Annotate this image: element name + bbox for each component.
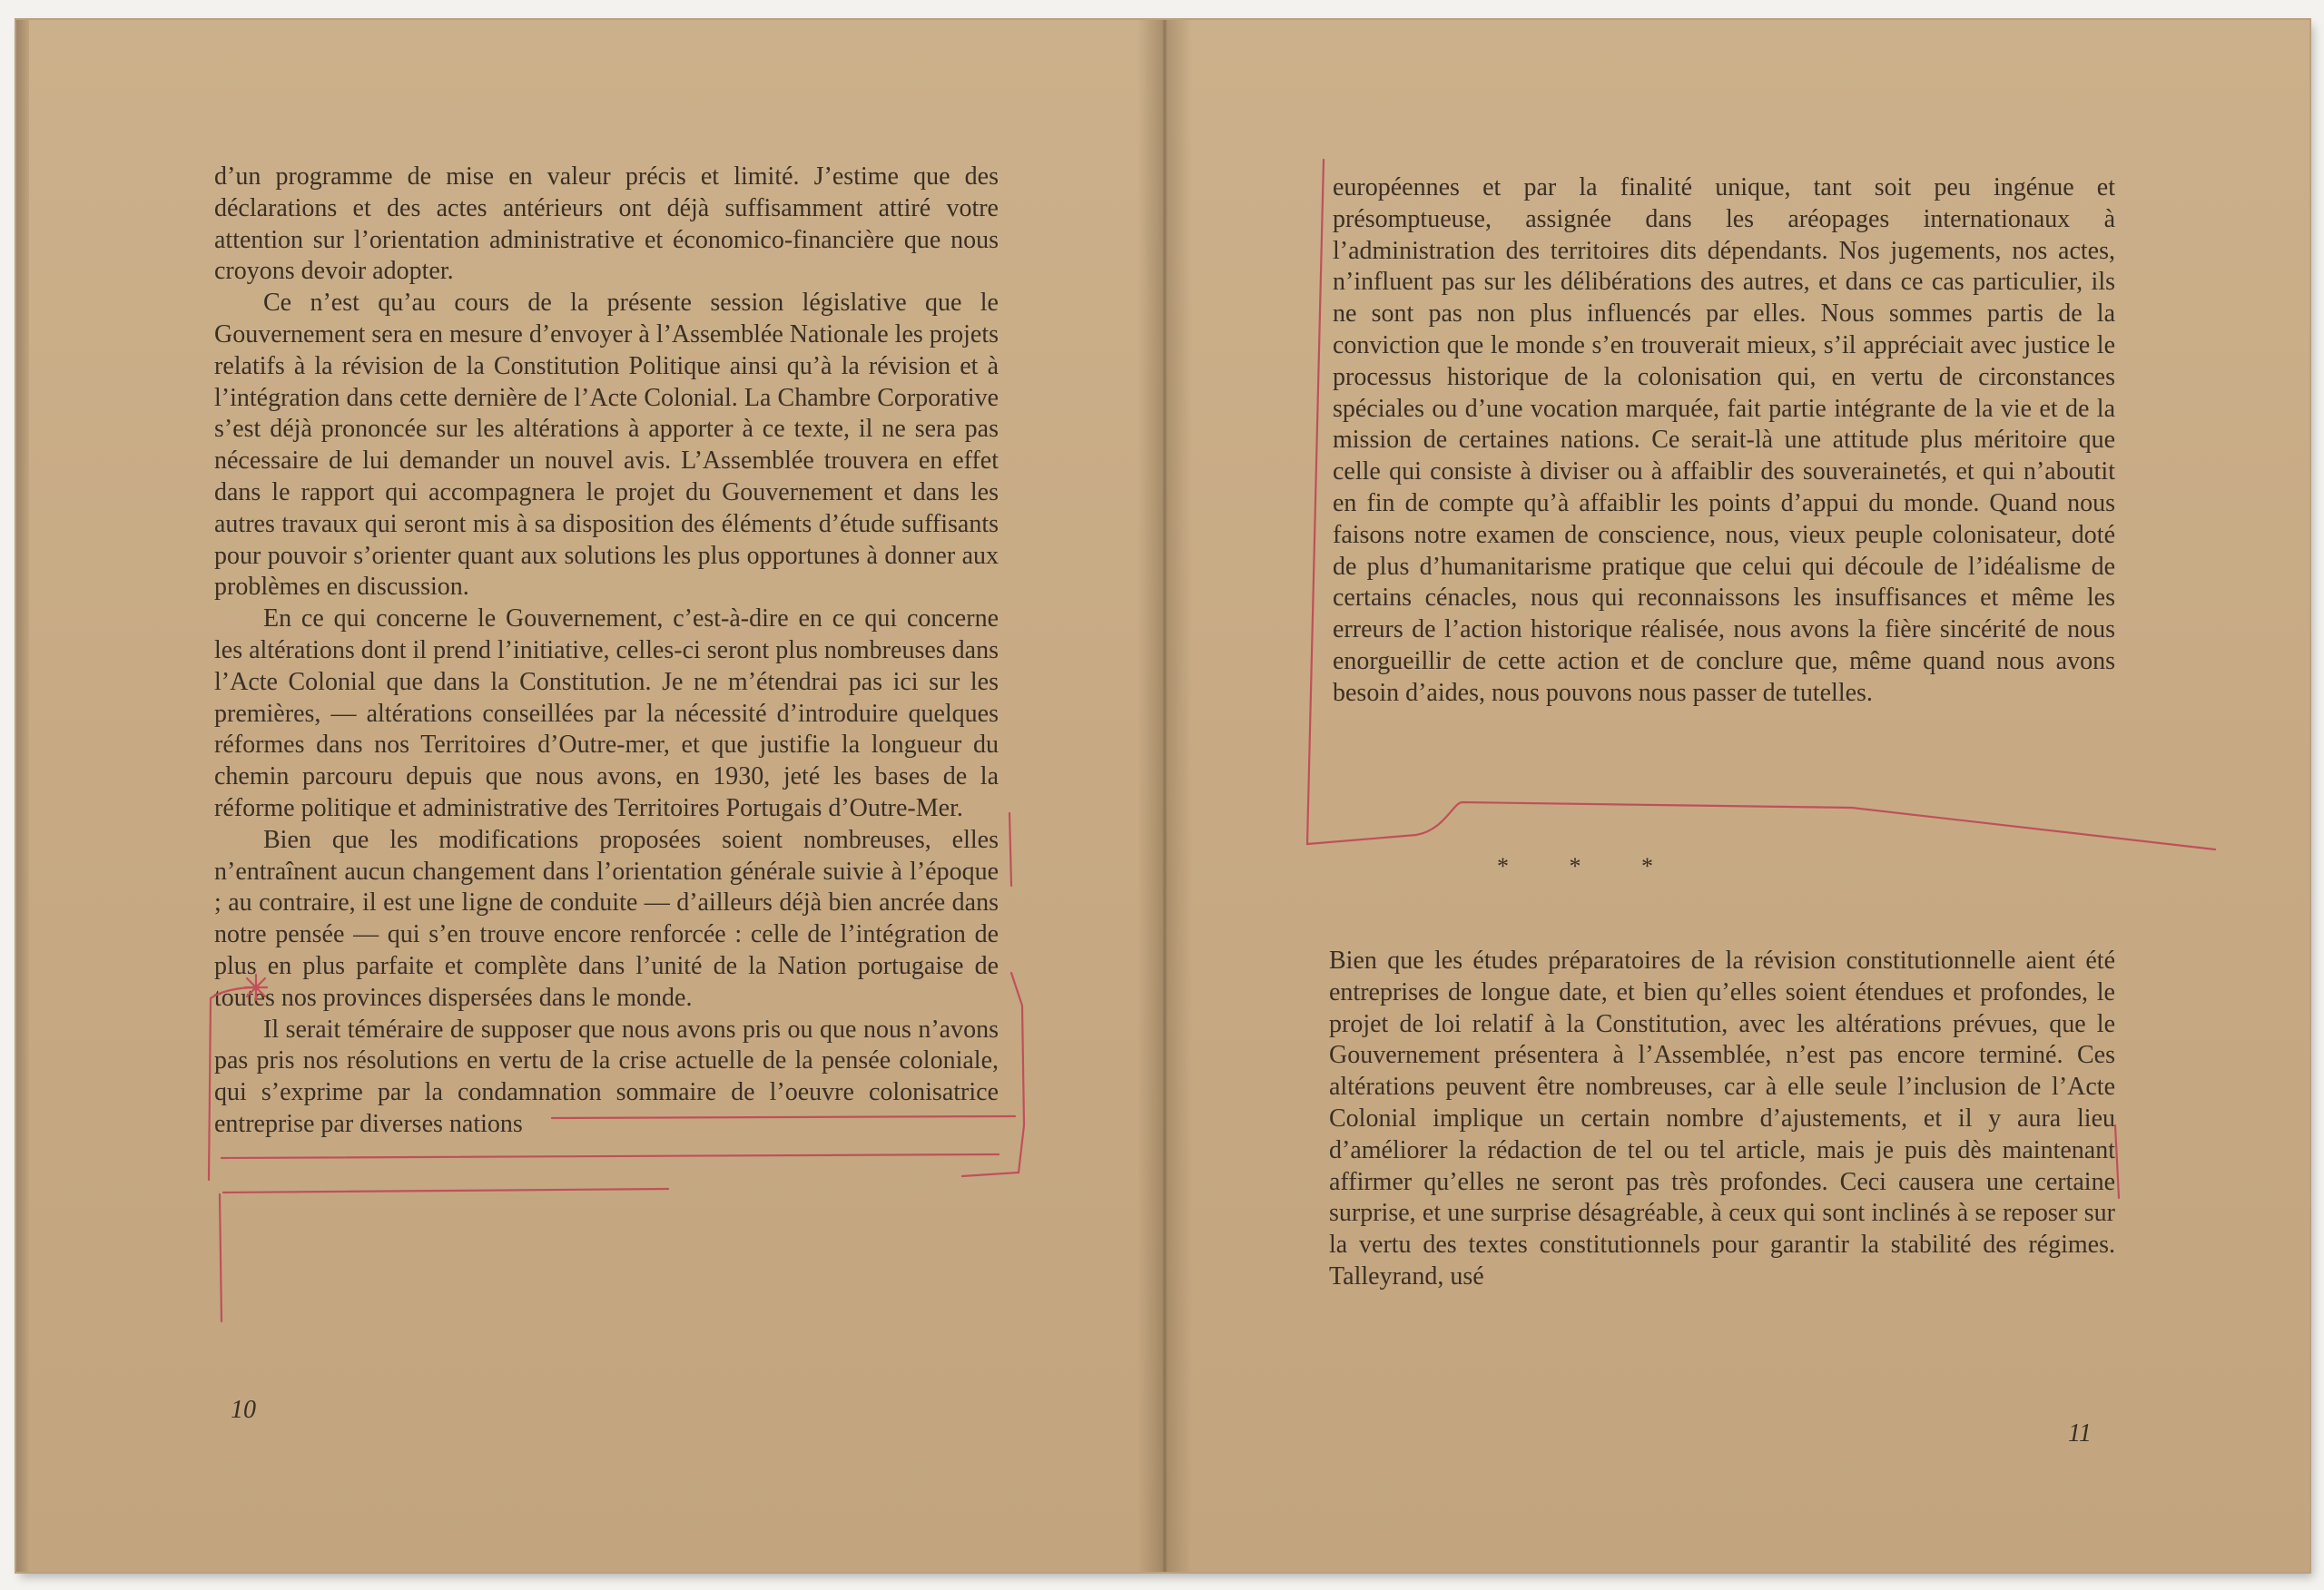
left-page-number: 10 xyxy=(231,1396,256,1424)
section-separator: * * * xyxy=(1497,853,1680,879)
right-paragraph-1: européennes et par la finalité unique, tant soit peu ingénue et présomptueuse, assignée dans les aréopages internationaux à l’administration des territoires dits dépendants. Nos jugements, nos actes, n’influent pas sur les délibérations des autres, et dans ce cas particulier, ils ne sont pas non plus influencés par elles. Nous sommes partis de la conviction que le monde s’en trouverait mieux, s’il appréciait avec justice le processus historique de la colonisation qui, en vertu de circonstances spéciales ou d’une vocation marquée, fait partie intégrante de la vie et de la mission de certaines nations. Ce serait-là une attitude plus méritoire que celle qui consiste à diviser ou à affaiblir des souverainetés, et qui n’aboutit en fin de compte qu’à affaiblir les points d’appui du monde. Quand nous faisons notre examen de conscience, nous, vieux peuple colonisateur, doté de plus d’humanitarisme pratique que celui qui découle de l’idéalisme de certains cénacles, nous qui reconnaissons les insuffisances et même les erreurs de l’action historique réalisée, nous avons la fière sincérité de nous enorgueillir de cette action et de conclure que, même quand nous avons besoin d’aides, nous pouvons nous passer de tutelles. xyxy=(1333,173,2115,707)
right-page-number: 11 xyxy=(2068,1419,2092,1448)
page-edge xyxy=(16,20,29,1572)
left-page-text xyxy=(214,162,999,1141)
left-paragraph-1: d’un programme de mise en valeur précis et limité. J’estime que des déclarations et des actes antérieurs ont déjà suffisamment attiré votre attention sur l’orientation administrative et économico-financière que nous croyons devoir adopter. xyxy=(214,162,999,286)
left-paragraph-4: Bien que les modifications proposées soient nombreuses, elles n’entraînent aucun changement dans l’orientation générale suivie à l’époque ; au contraire, il est une ligne de conduite — d’ailleurs déjà bien ancrée dans notre pensée — qui s’en trouve encore renforcée : celle de l’intégration de plus en plus parfaite et complète dans l’unité de la Nation portugaise de toutes nos provinces dispersées dans le monde. xyxy=(214,825,999,1012)
left-paragraph-5: Il serait téméraire de supposer que nous avons pris ou que nous n’avons pas pris nos résolutions en vertu de la crise actuelle de la pensée coloniale, qui s’exprime par la condamnation sommaire de l’oeuvre colonisatrice entreprise par diverses nations xyxy=(214,1015,999,1138)
left-paragraph-3: En ce qui concerne le Gouvernement, c’est-à-dire en ce qui concerne les altérations dont il prend l’initiative, celles-ci seront plus nombreuses dans l’Acte Colonial que dans la Constitution. Je ne m’étendrai pas ici sur les premières, — altérations conseillées par la nécessité d’introduire quelques réformes dans nos Territoires d’Outre-mer, et que justifie la longueur du chemin parcouru depuis que nous avons, en 1930, jeté les bases de la réforme politique et administrative des Territoires Portugais d’Outre-Mer. xyxy=(214,604,999,822)
left-paragraph-2: Ce n’est qu’au cours de la présente session législative que le Gouvernement sera en mesure d’envoyer à l’Assemblée Nationale les projets relatifs à la révision de la Constitution Politique ainsi qu’à la révision et à l’intégration dans cette dernière de l’Acte Colonial. La Chambre Corporative s’est déjà prononcée sur les altérations à apporter à ce texte, il ne sera pas nécessaire de lui demander un nouvel avis. L’Assemblée trouvera en effet dans le rapport qui accompagnera le projet du Gouvernement et dans les autres travaux qui seront mis à sa disposition des éléments d’étude suffisants pour pouvoir s’orienter quant aux solutions les plus opportunes à donner aux problèmes en discussion. xyxy=(214,289,999,602)
right-page-text-top xyxy=(1333,172,2115,710)
right-paragraph-2: Bien que les études préparatoires de la révision constitutionnelle aient été entreprises de longue date, et bien qu’elles soient étendues et profondes, le projet de loi relatif à la Constitution, avec les altérations prévues, que le Gouvernement présentera à l’Assemblée, n’est pas encore terminé. Ces altérations peuvent être nombreuses, car à elle seule l’inclusion de l’Acte Colonial implique un certain nombre d’ajustements, et il y aura lieu d’améliorer la rédaction de tel ou tel article, mais je puis dès maintenant affirmer qu’elles ne seront pas très profondes. Ceci causera une certaine surprise, et une surprise désagréable, à ceux qui sont inclinés à se reposer sur la vertu des textes constitutionnels pour garantir la stabilité des régimes. Talleyrand, usé xyxy=(1329,947,2115,1291)
right-page-text-bottom xyxy=(1329,946,2115,1293)
